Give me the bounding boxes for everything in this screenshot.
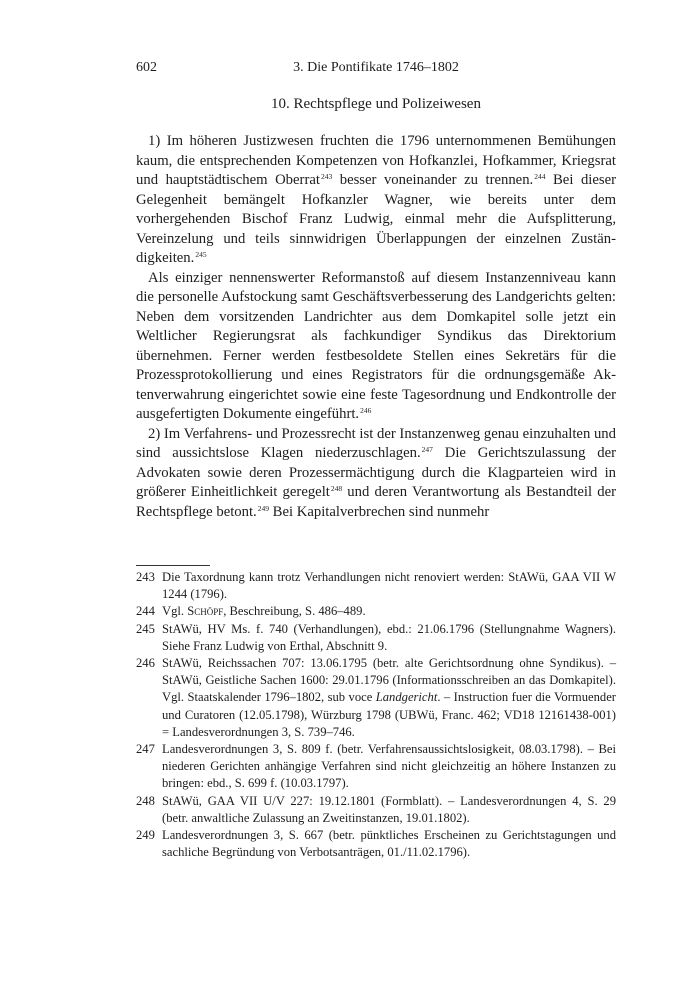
footnote-rule [136, 565, 210, 566]
footnote [136, 603, 616, 620]
footnote-number: 243 [136, 570, 155, 584]
footnote-text: StAWü, HV Ms. f. 740 (Verhandlungen), ebd.: 21.06.1796 (Stellungnahme Wagners). Siehe Franz Ludwig von Erthal, Abschnitt 9. [162, 621, 616, 653]
footnote [136, 655, 616, 741]
footnote-ref[interactable]: 248 [330, 484, 343, 493]
footnote-ref[interactable]: 243 [320, 172, 333, 181]
footnote-text: Landesverordnungen 3, S. 667 (betr. pünktliches Erscheinen zu Gerichtstagungen und sachliche Begründung von Verbotsanträgen, 01./11.02.1796). [162, 828, 616, 860]
footnote-number: 244 [136, 604, 155, 619]
footnote [136, 569, 616, 603]
footnotes [136, 569, 616, 861]
footnote-ref[interactable]: 249 [257, 503, 269, 513]
footnote-number: 247 [136, 742, 155, 757]
body-text [136, 132, 616, 522]
paragraph: Als einziger nennenswerter Reformanstoß auf diesem Instanzenniveau kann die personelle Aufstockung samt Geschäftsverbesserung des Landgerichts gelten: Neben dem vorsitzenden Landrichter aus dem Domkapitel solle jetzt ein Weltlicher Regierungsrat als fachkundiger Syndikus das Direktorium übernehmen. Ferner werden festbesoldete Stellen eines Sekretärs für die Prozessprotokollierung und eines Registrators für die ordnungsgemäße Aktenverwahrung eingerichtet sowie eine feste Tagesordnung und Endkontrolle der ausgefertigten Dokumente eingeführt.$^{246}$ [136, 269, 616, 422]
footnote [136, 621, 616, 655]
footnote-ref[interactable]: 246 [360, 406, 372, 415]
author-name: Schöpf [187, 604, 224, 619]
page-number: 602 [136, 60, 157, 75]
footnote-text: Landesverordnungen 3, S. 809 f. (betr. Verfahrensaussichtslosigkeit, 08.03.1798). – Bei niederen Gerichten anhängige Verfahren sind nicht gleichzeitig an höhere Instanzen zu bringen: ebd., S. 699 f. (10.03.1797). [162, 742, 616, 791]
footnote-number: 249 [136, 828, 155, 843]
footnote-text: Vgl. Schöpf, Beschreibung, S. 486–489. [162, 604, 366, 619]
paragraph: 2) Im Verfahrens- und Prozessrecht ist der Instanzenweg genau einzuhalten und sind aussichtslose Klagen niederzuschlagen.$^{247}$ Die Gerichtszulassung der Advokaten sowie deren Prozessermächtigung durch die Klagparteien wird in größerer Einheitlichkeit geregelt$^{248}$ und deren Verantwortung als Bestandteil der Rechtspflege betont.$^{249}$ Bei Kapitalverbrechen sind nunmehr [136, 425, 616, 520]
chapter-title: 3. Die Pontifikate 1746–1802 [293, 60, 459, 75]
footnote [136, 793, 616, 827]
footnote-ref[interactable]: 247 [421, 445, 433, 454]
paragraph: 1) Im höheren Justizwesen fruchten die 1796 unternommenen Bemühungen kaum, die entsprechenden Kompetenzen von Hofkanzlei, Hofkammer, Kriegsrat und hauptstädtischem Oberrat$^{243}$ besser voneinander zu trennen.$^{244}$ Bei dieser Gelegenheit bemängelt Hofkanzler Wagner, wie bereits unter dem vorhergehenden Bischof Franz Ludwig, einmal mehr die Aufsplitterung, Vereinzelung und teils sinnwidrigen Überlappungen der einzelnen Zuständigkeiten.$^{245}$ [136, 133, 617, 266]
footnote [136, 741, 616, 793]
section-heading: 10. Rechtspflege und Polizeiwesen [271, 96, 481, 112]
footnote-number: 246 [136, 656, 155, 671]
italic-term: Landgericht [375, 690, 438, 705]
running-head [136, 60, 616, 80]
footnote-text: StAWü, GAA VII U/V 227: 19.12.1801 (Formblatt). – Landesverordnungen 4, S. 29 (betr. anwaltliche Zulassung an Zweitinstanzen, 19.01.1802). [162, 793, 616, 825]
footnote-ref[interactable]: 245 [195, 250, 207, 259]
footnote-ref[interactable]: 244 [534, 172, 546, 181]
footnote-number: 245 [136, 621, 155, 636]
footnote-text: StAWü, Reichssachen 707: 13.06.1795 (betr. alte Gerichtsordnung ohne Syndikus). – StAWü, Geistliche Sachen 1600: 29.01.1796 (Informationsschreiben an das Domkapitel). Vgl. Staatskalender 1796–1802, sub voce Landgericht. – Instruction fuer die Vormuender und Curatoren (12.05.1798), Würzburg 1798 (UBWü, Franc. 462; VD18 12161438-001) = Landesverordnungen 3, S. 739–746. [162, 656, 616, 739]
footnote-text: Die Taxordnung kann trotz Verhandlungen nicht renoviert werden: StAWü, GAA VII W 1244 (1796). [162, 570, 616, 602]
footnote [136, 827, 616, 861]
footnote-number: 248 [136, 793, 155, 808]
